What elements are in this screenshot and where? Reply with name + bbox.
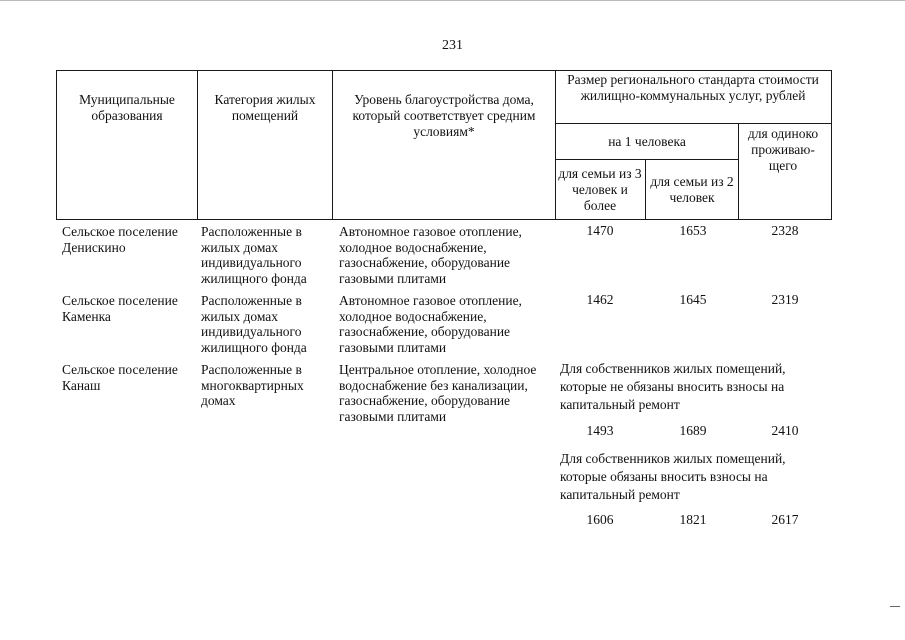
row1-family-3: 1470	[586, 223, 614, 238]
row2-level: Автономное газовое отопление, холодное водоснабжение, газоснабжение, оборудование газовыми плитами	[339, 293, 522, 355]
header-family-2: для семьи из 2 человек	[650, 174, 734, 205]
row3-category: Расположенные в многоквартирных домах	[201, 362, 304, 408]
header-single-resident: для одиноко проживаю-щего	[747, 126, 819, 173]
row2-family-2: 1645	[679, 292, 707, 307]
row3-municipality: Сельское поселение Канаш	[62, 362, 178, 393]
row1-family-2: 1653	[679, 223, 707, 238]
header-level: Уровень благоустройства дома, который соответствует средним условиям*	[352, 92, 536, 139]
row1-municipality: Сельское поселение Денискино	[62, 224, 178, 255]
grid-line	[56, 70, 57, 220]
header-family-3: для семьи из 3 человек и более	[558, 166, 642, 213]
row2-category: Расположенные в жилых домах индивидуального жилищного фонда	[201, 293, 307, 355]
row3-values2-family-2: 1821	[679, 512, 707, 527]
row3-values1-family-2: 1689	[679, 423, 707, 438]
row3-note-1: Для собственников жилых помещений, которые не обязаны вносить взносы на капитальный ремонт	[560, 361, 786, 412]
grid-line	[332, 70, 333, 220]
grid-line	[555, 70, 556, 220]
row3-note-2: Для собственников жилых помещений, которые обязаны вносить взносы на капитальный ремонт	[560, 451, 786, 502]
row3-values1-family-3: 1493	[586, 423, 614, 438]
row1-single: 2328	[771, 223, 799, 238]
row2-municipality: Сельское поселение Каменка	[62, 293, 178, 324]
grid-line	[197, 70, 198, 220]
grid-line	[56, 219, 832, 220]
row2-family-3: 1462	[586, 292, 614, 307]
page-number: 231	[442, 38, 463, 53]
row3-values2-single: 2617	[771, 512, 799, 527]
grid-line	[56, 70, 832, 71]
header-per-person: на 1 человека	[608, 134, 686, 149]
row3-values1-single: 2410	[771, 423, 799, 438]
margin-mark	[890, 606, 900, 607]
grid-line	[645, 159, 646, 220]
row3-values2-family-3: 1606	[586, 512, 614, 527]
row1-category: Расположенные в жилых домах индивидуального жилищного фонда	[201, 224, 307, 286]
grid-line	[555, 159, 738, 160]
grid-line	[738, 123, 739, 220]
row1-level: Автономное газовое отопление, холодное водоснабжение, газоснабжение, оборудование газовыми плитами	[339, 224, 522, 286]
header-category: Категория жилых помещений	[214, 92, 316, 123]
row3-level: Центральное отопление, холодное водоснабжение без канализации, газоснабжение, оборудование газовыми плитами	[339, 362, 537, 424]
row2-single: 2319	[771, 292, 799, 307]
grid-line	[555, 123, 832, 124]
header-standard: Размер регионального стандарта стоимости жилищно-коммунальных услуг, рублей	[567, 72, 819, 103]
page-top-edge	[0, 0, 905, 1]
header-municipality: Муниципальные образования	[79, 92, 175, 123]
grid-line	[831, 70, 832, 220]
